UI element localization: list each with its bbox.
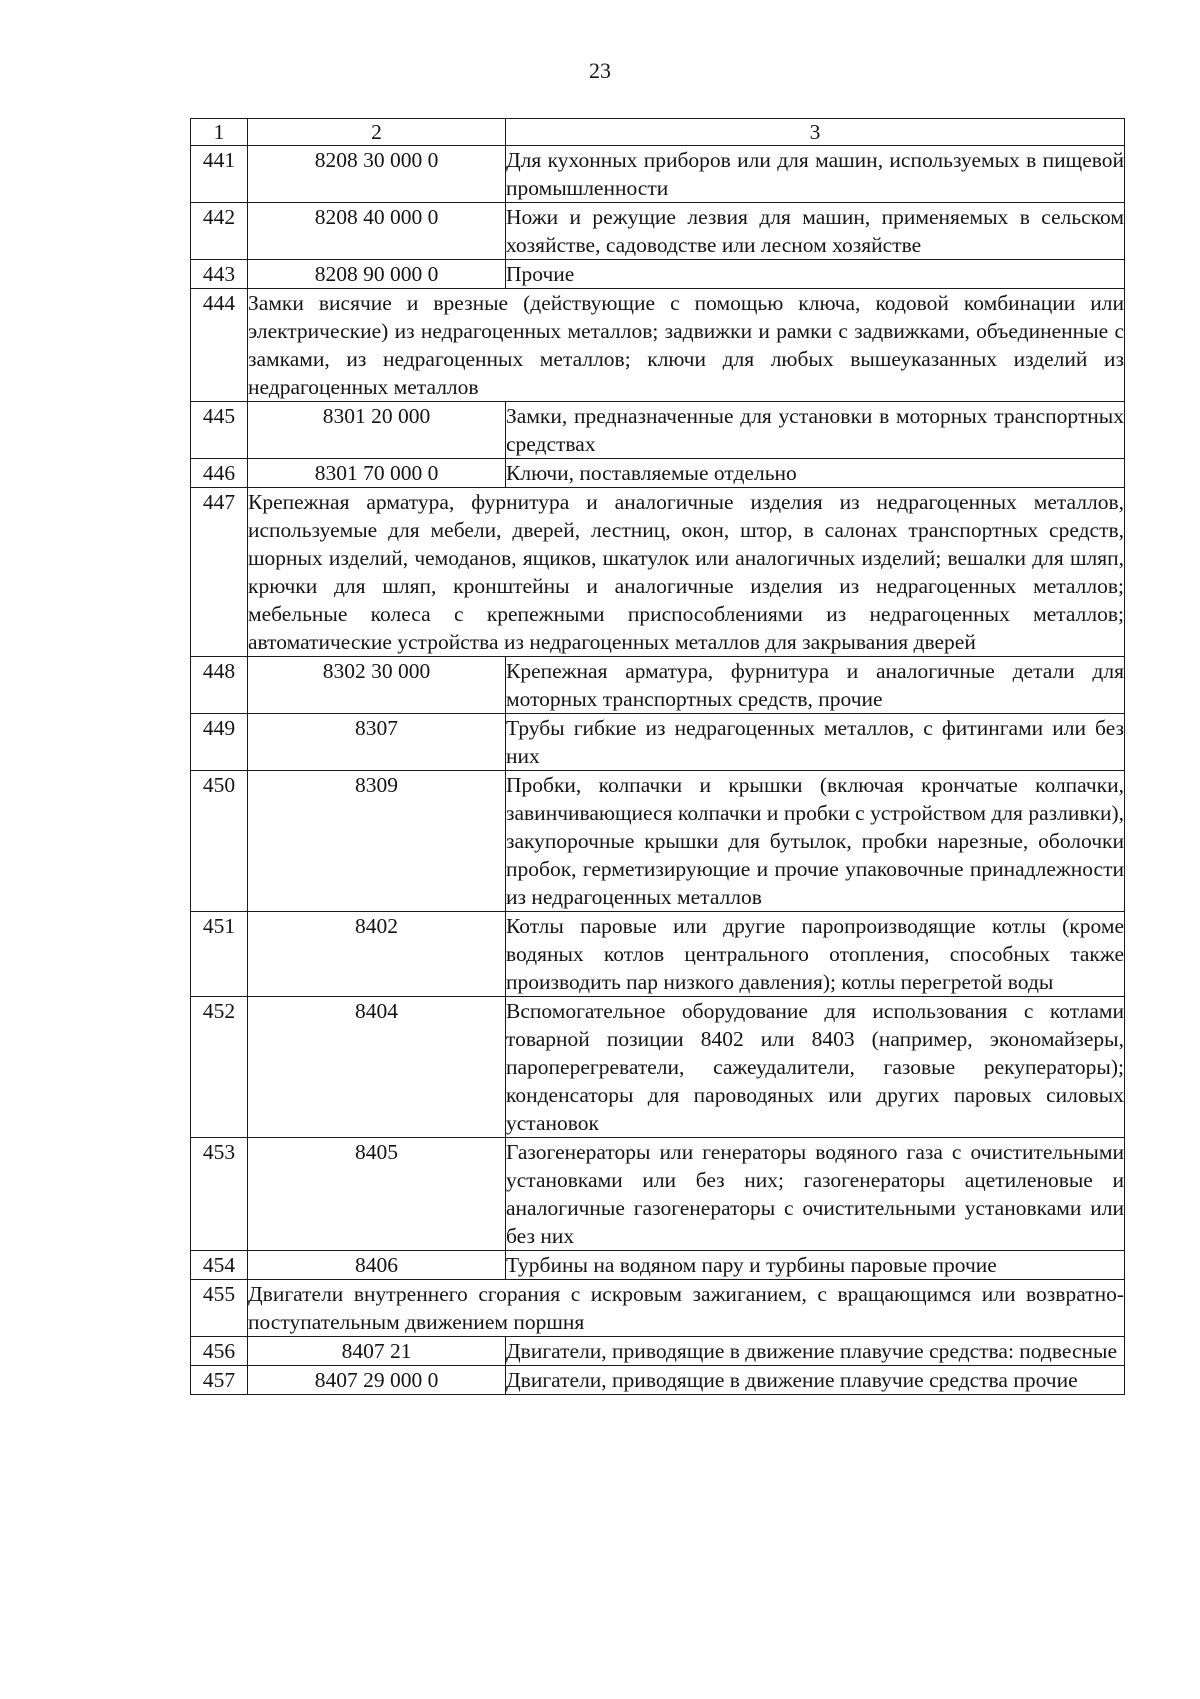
table-row [191, 1337, 1125, 1366]
table-row [191, 488, 1125, 657]
row-number: 442 [191, 203, 248, 260]
table-row [191, 912, 1125, 997]
table-row [191, 1366, 1125, 1395]
tnved-code: 8404 [248, 997, 506, 1138]
tnved-code: 8407 21 [248, 1337, 506, 1366]
row-number: 454 [191, 1251, 248, 1280]
group-description: Замки висячие и врезные (действующие с помощью ключа, кодовой комбинации или электрические) из недрагоценных металлов; задвижки и рамки с задвижками, объединенные с замками, из недрагоценных металлов; ключи для любых вышеуказанных изделий из недрагоценных металлов [248, 289, 1125, 402]
item-description: Котлы паровые или другие паропроизводящие котлы (кроме водяных котлов центрального отопления, способных также производить пар низкого давления); котлы перегретой воды [506, 912, 1125, 997]
item-description: Крепежная арматура, фурнитура и аналогичные детали для моторных транспортных средств, прочие [506, 657, 1125, 714]
item-description: Турбины на водяном пару и турбины паровые прочие [506, 1251, 1125, 1280]
row-number: 441 [191, 146, 248, 203]
row-number: 453 [191, 1138, 248, 1251]
group-description: Крепежная арматура, фурнитура и аналогичные изделия из недрагоценных металлов, используемые для мебели, дверей, лестниц, окон, штор, в салонах транспортных средств, шорных изделий, чемоданов, ящиков, шкатулок или аналогичных изделий; вешалки для шляп, крючки для шляп, кронштейны и аналогичные изделия из недрагоценных металлов; мебельные колеса с крепежными приспособлениями из недрагоценных металлов; автоматические устройства из недрагоценных металлов для закрывания дверей [248, 488, 1125, 657]
item-description: Ножи и режущие лезвия для машин, применяемых в сельском хозяйстве, садоводстве или лесном хозяйстве [506, 203, 1125, 260]
item-description: Замки, предназначенные для установки в моторных транспортных средствах [506, 402, 1125, 459]
item-description: Газогенераторы или генераторы водяного газа с очистительными установками или без них; газогенераторы ацетиленовые и аналогичные газогенераторы с очистительными установками или без них [506, 1138, 1125, 1251]
tnved-code: 8208 30 000 0 [248, 146, 506, 203]
item-description: Прочие [506, 260, 1125, 289]
tnved-code: 8407 29 000 0 [248, 1366, 506, 1395]
tnved-code: 8301 20 000 [248, 402, 506, 459]
row-number: 451 [191, 912, 248, 997]
table-row [191, 289, 1125, 402]
tnved-code: 8301 70 000 0 [248, 459, 506, 488]
row-number: 457 [191, 1366, 248, 1395]
table-row [191, 714, 1125, 771]
table-row [191, 657, 1125, 714]
tnved-code: 8208 90 000 0 [248, 260, 506, 289]
classification-table [190, 118, 1125, 1395]
row-number: 447 [191, 488, 248, 657]
row-number: 446 [191, 459, 248, 488]
item-description: Двигатели, приводящие в движение плавучие средства: подвесные [506, 1337, 1125, 1366]
row-number: 444 [191, 289, 248, 402]
tnved-code: 8208 40 000 0 [248, 203, 506, 260]
item-description: Ключи, поставляемые отдельно [506, 459, 1125, 488]
item-description: Трубы гибкие из недрагоценных металлов, с фитингами или без них [506, 714, 1125, 771]
row-number: 448 [191, 657, 248, 714]
group-description: Двигатели внутреннего сгорания с искровым зажиганием, с вращающимся или возвратно-поступательным движением поршня [248, 1280, 1125, 1337]
table-row [191, 459, 1125, 488]
table-row [191, 1251, 1125, 1280]
table-row [191, 203, 1125, 260]
table-row [191, 1138, 1125, 1251]
row-number: 452 [191, 997, 248, 1138]
row-number: 443 [191, 260, 248, 289]
column-header-2: 2 [248, 119, 506, 146]
row-number: 450 [191, 771, 248, 912]
table-row [191, 1280, 1125, 1337]
table-row [191, 771, 1125, 912]
row-number: 456 [191, 1337, 248, 1366]
row-number: 445 [191, 402, 248, 459]
item-description: Вспомогательное оборудование для использования с котлами товарной позиции 8402 или 8403 (например, экономайзеры, пароперегреватели, сажеудалители, газовые рекуператоры); конденсаторы для пароводяных или других паровых силовых установок [506, 997, 1125, 1138]
tnved-code: 8302 30 000 [248, 657, 506, 714]
tnved-code: 8307 [248, 714, 506, 771]
item-description: Для кухонных приборов или для машин, используемых в пищевой промышленности [506, 146, 1125, 203]
column-header-3: 3 [506, 119, 1125, 146]
table-row [191, 402, 1125, 459]
page-number: 23 [589, 58, 611, 83]
table-header-row [191, 119, 1125, 146]
tnved-code: 8406 [248, 1251, 506, 1280]
tnved-code: 8405 [248, 1138, 506, 1251]
tnved-code: 8402 [248, 912, 506, 997]
item-description: Пробки, колпачки и крышки (включая крончатые колпачки, завинчивающиеся колпачки и пробки с устройством для разливки), закупорочные крышки для бутылок, пробки нарезные, оболочки пробок, герметизирующие и прочие упаковочные принадлежности из недрагоценных металлов [506, 771, 1125, 912]
row-number: 449 [191, 714, 248, 771]
table-row [191, 146, 1125, 203]
table-row [191, 997, 1125, 1138]
table-row [191, 260, 1125, 289]
tnved-code: 8309 [248, 771, 506, 912]
column-header-1: 1 [191, 119, 248, 146]
item-description: Двигатели, приводящие в движение плавучие средства прочие [506, 1366, 1125, 1395]
row-number: 455 [191, 1280, 248, 1337]
